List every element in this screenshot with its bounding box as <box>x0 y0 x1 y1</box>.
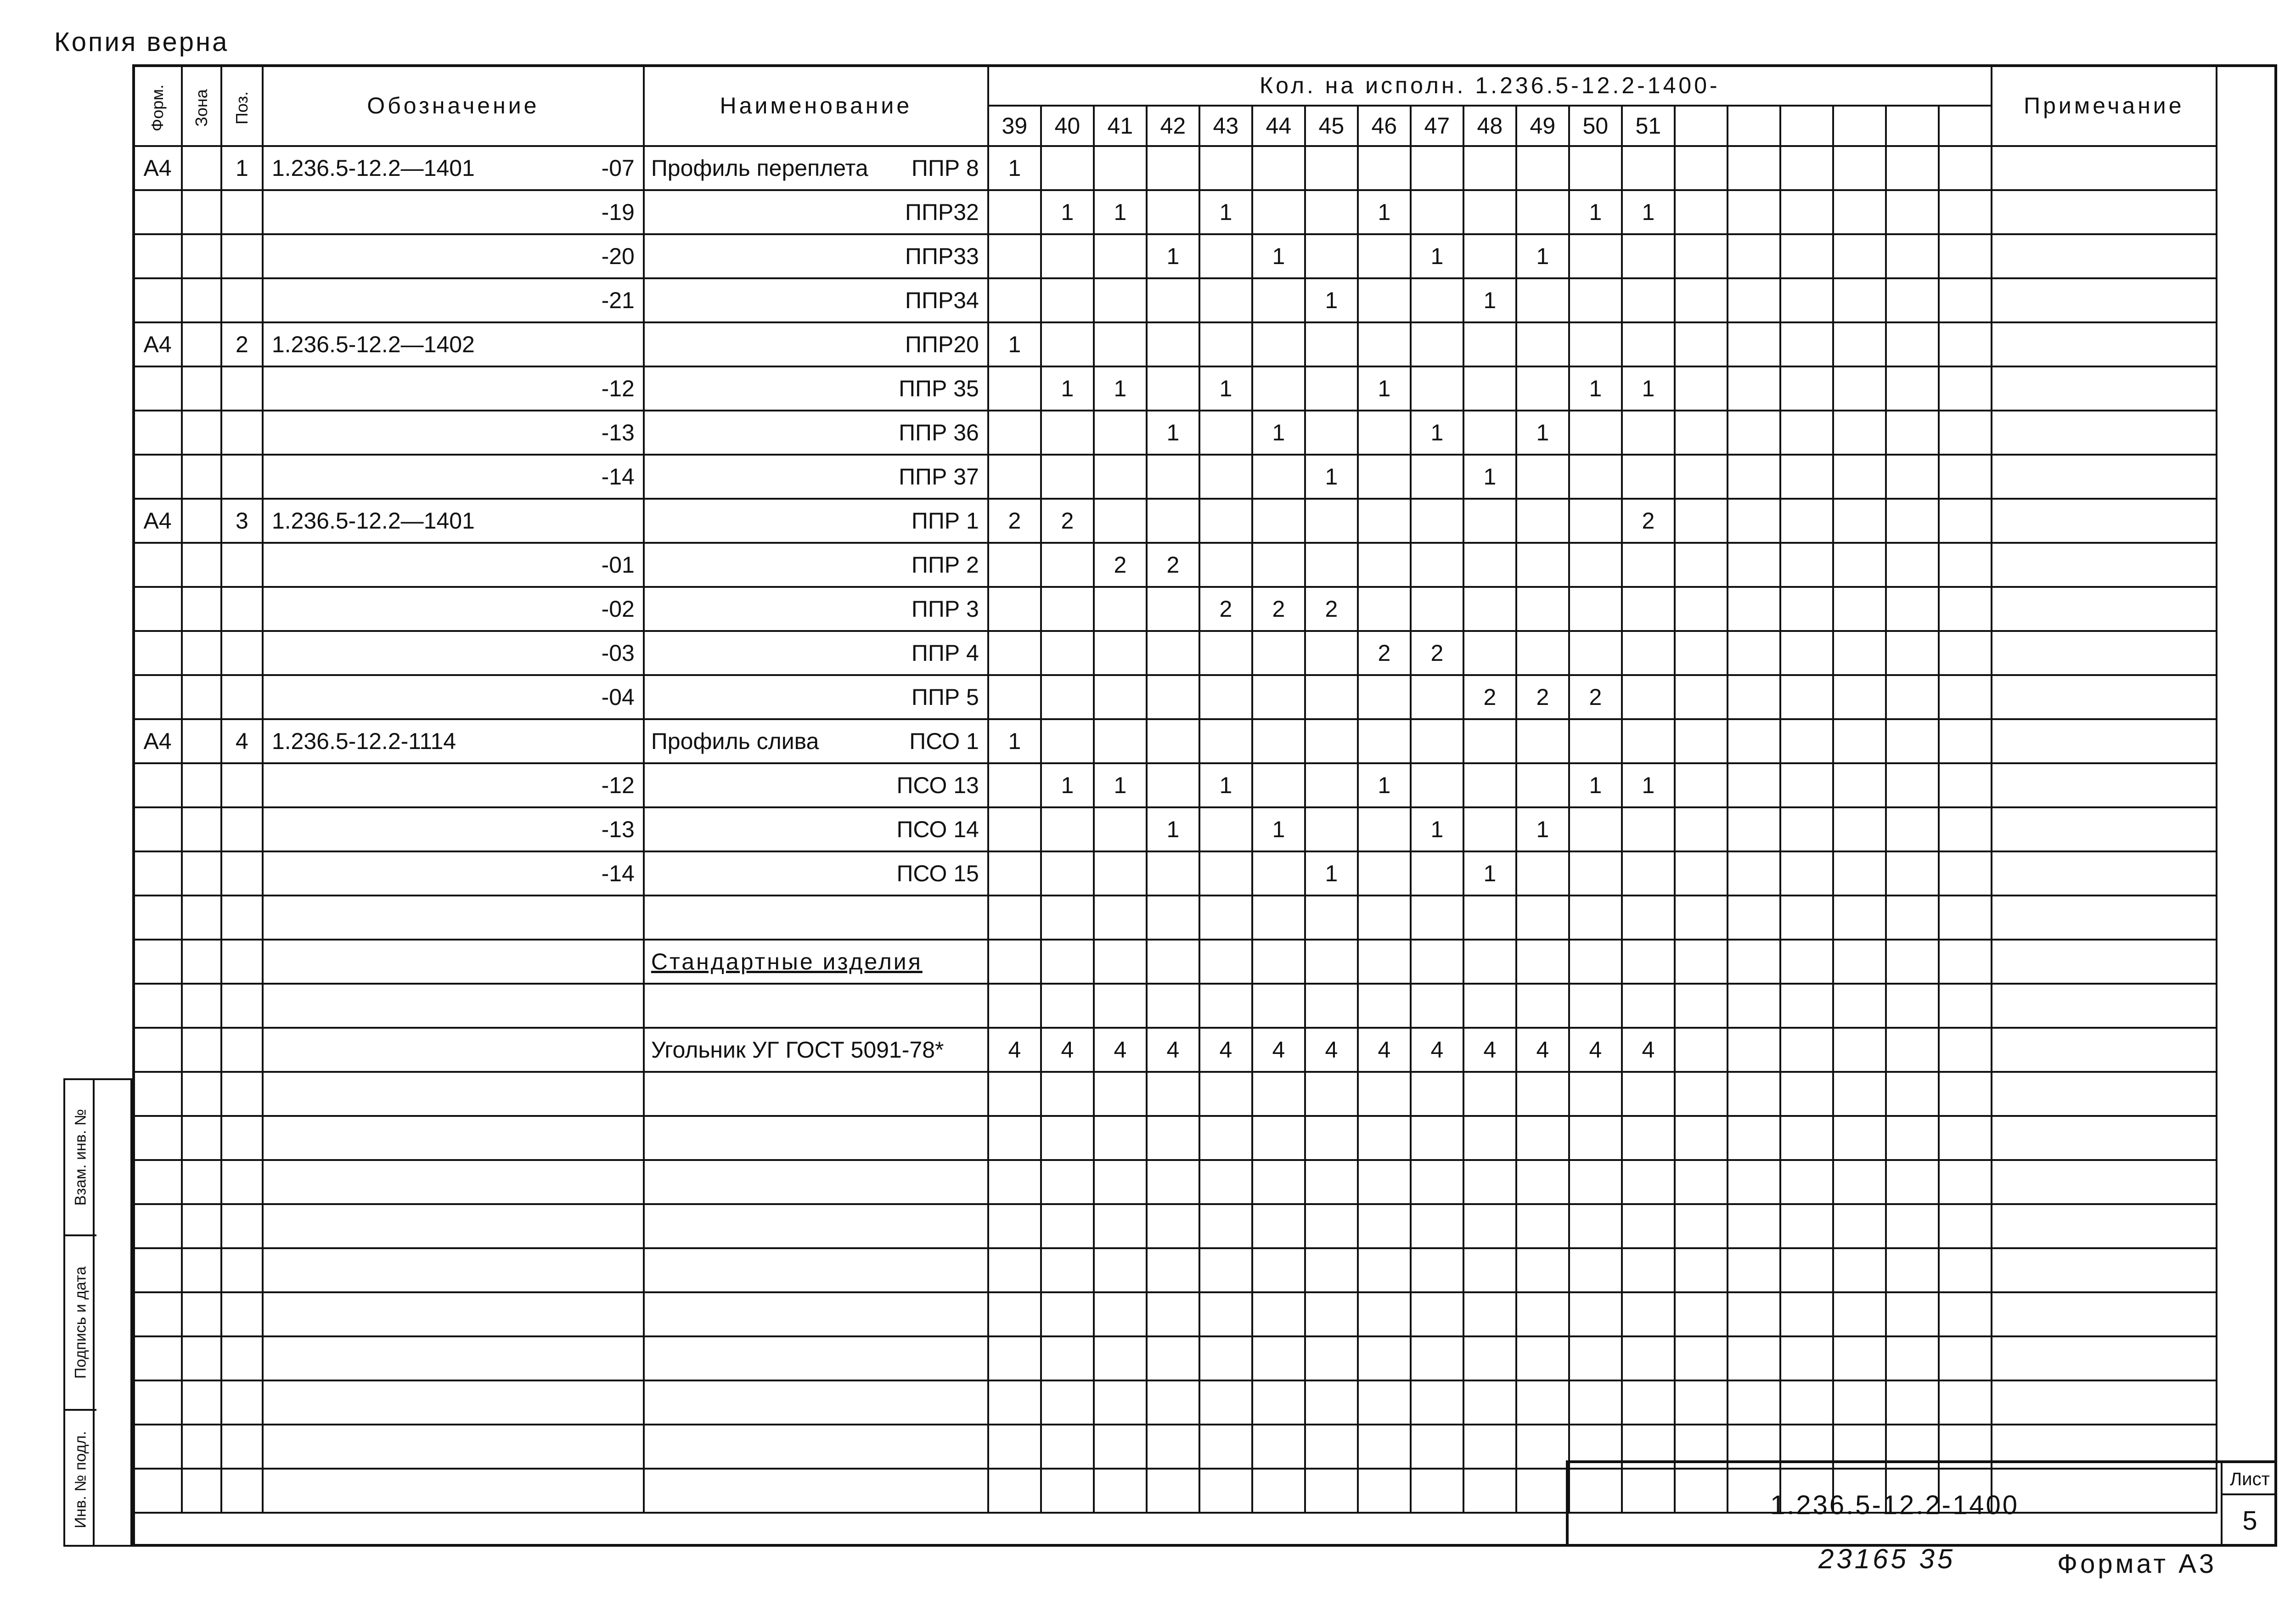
cell-qty: 1 <box>1199 190 1252 234</box>
cell-qty: 4 <box>1411 1028 1463 1072</box>
cell-qty: 2 <box>1252 587 1305 631</box>
cell-qty: 2 <box>1463 675 1516 719</box>
header-variant: 48 <box>1463 106 1516 146</box>
archive-number: 23165 35 <box>1818 1543 1956 1574</box>
cell-qty: 1 <box>1252 807 1305 851</box>
cell-qty: 2 <box>1569 675 1622 719</box>
cell-qty: 1 <box>1463 455 1516 499</box>
cell-qty: 4 <box>1622 1028 1675 1072</box>
side-value-column <box>95 1078 132 1547</box>
cell-qty: 2 <box>1305 587 1358 631</box>
document-code: 1.236.5-12.2-1400 <box>1770 1490 2020 1520</box>
side-label-signature: Подпись и дата <box>72 1266 90 1379</box>
cell-qty: 2 <box>1411 631 1463 675</box>
designation-suffix: -13 <box>601 817 635 842</box>
cell-qty: 1 <box>1411 411 1463 455</box>
designation-suffix: -02 <box>601 596 635 622</box>
designation-code: 1.236.5-12.2—1401 <box>271 155 475 181</box>
item-mark: ПСО 15 <box>896 861 979 886</box>
item-mark: ППР 3 <box>911 596 979 622</box>
item-name: Профиль слива <box>651 728 819 754</box>
header-zone-text: Зона <box>192 89 211 127</box>
cell-qty: 1 <box>1358 366 1411 411</box>
designation-suffix: -04 <box>601 684 635 710</box>
item-mark: ППР20 <box>905 332 979 357</box>
header-variant: 40 <box>1041 106 1094 146</box>
header-designation: Обозначение <box>263 65 644 146</box>
header-variant: 39 <box>988 106 1041 146</box>
section-heading: Стандартные изделия <box>651 949 923 974</box>
side-cell-signature <box>65 1236 96 1411</box>
cell-qty: 1 <box>1094 366 1147 411</box>
item-mark: ППР34 <box>905 287 979 313</box>
item-mark: ППР 8 <box>911 155 979 181</box>
cell-qty: 1 <box>1147 411 1199 455</box>
item-mark: ППР32 <box>905 199 979 225</box>
cell-qty: 1 <box>1147 234 1199 278</box>
header-qty-title: Кол. на исполн. 1.236.5-12.2-1400- <box>988 65 1992 106</box>
item-mark: ПСО 1 <box>909 728 979 754</box>
header-variant: 42 <box>1147 106 1199 146</box>
side-label-column <box>63 1078 95 1547</box>
cell-qty: 1 <box>1622 763 1675 807</box>
cell-qty: 2 <box>1147 543 1199 587</box>
designation-suffix: -01 <box>601 552 635 578</box>
side-binding-strip <box>63 1078 132 1547</box>
header-note: Примечание <box>1992 65 2217 146</box>
designation-suffix: -07 <box>601 155 635 181</box>
designation-suffix: -03 <box>601 640 635 666</box>
cell-qty: 4 <box>1569 1028 1622 1072</box>
cell-qty: 4 <box>1252 1028 1305 1072</box>
cell-form: А4 <box>133 719 182 763</box>
header-name: Наименование <box>644 65 988 146</box>
designation-code: 1.236.5-12.2-1114 <box>271 728 456 754</box>
item-mark: ПСО 13 <box>896 772 979 798</box>
cell-qty: 4 <box>1305 1028 1358 1072</box>
header-variant: 47 <box>1411 106 1463 146</box>
cell-qty: 1 <box>1094 763 1147 807</box>
item-mark: ППР 1 <box>911 508 979 534</box>
header-form-text: Форм. <box>148 84 167 132</box>
header-variant: 44 <box>1252 106 1305 146</box>
designation-suffix: -21 <box>601 287 635 313</box>
designation-suffix: -14 <box>601 861 635 886</box>
cell-qty: 1 <box>1622 190 1675 234</box>
cell-qty: 4 <box>1147 1028 1199 1072</box>
cell-qty: 1 <box>1569 366 1622 411</box>
cell-qty: 1 <box>988 322 1041 366</box>
cell-qty: 1 <box>1094 190 1147 234</box>
cell-qty: 1 <box>1252 411 1305 455</box>
designation-suffix: -20 <box>601 243 635 269</box>
designation-code: 1.236.5-12.2—1401 <box>271 508 475 534</box>
cell-qty: 1 <box>1305 455 1358 499</box>
cell-qty: 1 <box>1041 763 1094 807</box>
cell-qty: 1 <box>1305 278 1358 322</box>
cell-qty: 2 <box>1199 587 1252 631</box>
cell-qty: 2 <box>1358 631 1411 675</box>
cell-qty: 1 <box>1041 366 1094 411</box>
cell-qty: 1 <box>1411 234 1463 278</box>
item-mark: ППР 4 <box>911 640 979 666</box>
cell-qty: 1 <box>1147 807 1199 851</box>
item-mark: ППР 36 <box>899 420 979 445</box>
designation-suffix: -12 <box>601 772 635 798</box>
cell-qty: 1 <box>1411 807 1463 851</box>
side-label-inventory: Инв. № подл. <box>72 1431 90 1528</box>
item-mark: ППР 37 <box>899 464 979 490</box>
cell-qty: 1 <box>1199 366 1252 411</box>
side-cell-inventory <box>65 1411 96 1549</box>
cell-form: А4 <box>133 499 182 543</box>
cell-pos: 1 <box>221 146 263 190</box>
cell-qty: 1 <box>1358 763 1411 807</box>
cell-form: А4 <box>133 146 182 190</box>
cell-qty: 4 <box>1463 1028 1516 1072</box>
cell-qty: 1 <box>1622 366 1675 411</box>
item-mark: ППР 35 <box>899 376 979 401</box>
cell-qty: 2 <box>988 499 1041 543</box>
copy-certified-note: Копия верна <box>54 27 229 57</box>
cell-qty: 4 <box>1516 1028 1569 1072</box>
cell-qty: 2 <box>1041 499 1094 543</box>
cell-qty: 1 <box>1041 190 1094 234</box>
cell-qty: 1 <box>1569 763 1622 807</box>
cell-qty: 2 <box>1622 499 1675 543</box>
cell-qty: 1 <box>988 719 1041 763</box>
cell-qty: 2 <box>1516 675 1569 719</box>
cell-qty: 1 <box>1516 234 1569 278</box>
header-variant: 43 <box>1199 106 1252 146</box>
title-block <box>1566 1460 2277 1547</box>
header-variant: 46 <box>1358 106 1411 146</box>
designation-suffix: -19 <box>601 199 635 225</box>
cell-qty: 1 <box>1252 234 1305 278</box>
designation-suffix: -14 <box>601 464 635 490</box>
cell-qty: 1 <box>1516 807 1569 851</box>
cell-qty: 1 <box>1463 851 1516 896</box>
cell-qty: 1 <box>1463 278 1516 322</box>
cell-qty: 4 <box>1199 1028 1252 1072</box>
cell-pos: 2 <box>221 322 263 366</box>
cell-form: А4 <box>133 322 182 366</box>
header-variant: 49 <box>1516 106 1569 146</box>
item-name: Профиль переплета <box>651 155 868 181</box>
cell-qty: 4 <box>1094 1028 1147 1072</box>
header-variant: 41 <box>1094 106 1147 146</box>
header-variant: 51 <box>1622 106 1675 146</box>
designation-suffix: -13 <box>601 420 635 445</box>
item-mark: ППР 2 <box>911 552 979 578</box>
cell-qty: 1 <box>1358 190 1411 234</box>
header-variant: 45 <box>1305 106 1358 146</box>
sheet-number: 5 <box>2242 1506 2257 1536</box>
designation-suffix: -12 <box>601 376 635 401</box>
cell-qty: 1 <box>1305 851 1358 896</box>
item-mark: ППР 5 <box>911 684 979 710</box>
cell-qty: 1 <box>1569 190 1622 234</box>
designation-code: 1.236.5-12.2—1402 <box>271 332 475 357</box>
cell-qty: 1 <box>1516 411 1569 455</box>
format-label: Формат А3 <box>2057 1549 2217 1579</box>
cell-qty: 4 <box>1041 1028 1094 1072</box>
header-pos-text: Поз. <box>232 91 251 124</box>
header-variant: 50 <box>1569 106 1622 146</box>
item-name: Угольник УГ ГОСТ 5091-78* <box>651 1037 944 1063</box>
cell-qty: 4 <box>988 1028 1041 1072</box>
cell-qty: 1 <box>988 146 1041 190</box>
cell-qty: 4 <box>1358 1028 1411 1072</box>
drawing-frame <box>132 64 2277 1547</box>
cell-pos: 3 <box>221 499 263 543</box>
side-label-replacement: Взам. инв. № <box>72 1109 90 1206</box>
side-cell-replacement <box>65 1080 96 1236</box>
sheet-label: Лист <box>2223 1463 2277 1495</box>
cell-pos: 4 <box>221 719 263 763</box>
cell-qty: 1 <box>1199 763 1252 807</box>
item-mark: ППР33 <box>905 243 979 269</box>
sheet-box <box>2221 1463 2277 1547</box>
item-mark: ПСО 14 <box>896 817 979 842</box>
cell-qty: 2 <box>1094 543 1147 587</box>
